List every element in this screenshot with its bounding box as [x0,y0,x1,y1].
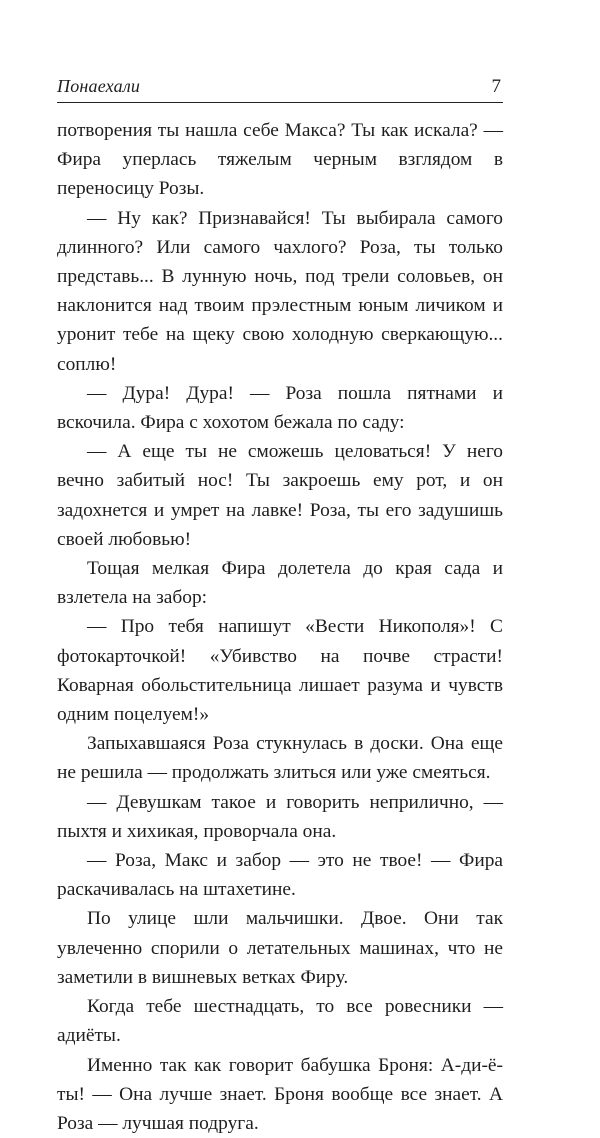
paragraph: — А еще ты не сможешь целоваться! У него вечно забитый нос! Ты закроешь ему рот, и он задохнется и умрет на лавке! Роза, ты его задушишь своей любовью! [57,437,503,554]
paragraph: — Девушкам такое и говорить неприлично, — пыхтя и хихикая, проворчала она. [57,788,503,846]
paragraph: — Про тебя напишут «Вести Никополя»! С фотокарточкой! «Убивство на почве страсти! Коварная обольстительница лишает разума и чувств одним поцелуем!» [57,612,503,729]
paragraph: Тощая мелкая Фира долетела до края сада и взлетела на забор: [57,554,503,612]
running-title: Понаехали [57,76,140,97]
paragraph: — Роза, Макс и забор — это не твое! — Фира раскачивалась на штахетине. [57,846,503,904]
paragraph: Именно так как говорит бабушка Броня: А-ди-ё-ты! — Она лучше знает. Броня вообще все знает. А Роза — лучшая подруга. [57,1051,503,1138]
body-text [57,116,503,1138]
paragraph: потворения ты нашла себе Макса? Ты как искала? — Фира уперлась тяжелым черным взглядом в переносицу Розы. [57,116,503,204]
paragraph: — Ну как? Признавайся! Ты выбирала самого длинного? Или самого чахлого? Роза, ты только представь... В лунную ночь, под трели соловьев, он наклонится над твоим прэлестным юным личиком и уронит тебе на щеку свою холодную сверкающую... соплю! [57,204,503,379]
paragraph: Когда тебе шестнадцать, то все ровесники — адиёты. [57,992,503,1050]
paragraph: Запыхавшаяся Роза стукнулась в доски. Она еще не решила — продолжать злиться или уже смеяться. [57,729,503,787]
paragraph: По улице шли мальчишки. Двое. Они так увлеченно спорили о летательных машинах, что не заметили в вишневых ветках Фиру. [57,904,503,992]
page-header [57,72,503,103]
paragraph: — Дура! Дура! — Роза пошла пятнами и вскочила. Фира с хохотом бежала по саду: [57,379,503,437]
page-number: 7 [492,76,502,98]
